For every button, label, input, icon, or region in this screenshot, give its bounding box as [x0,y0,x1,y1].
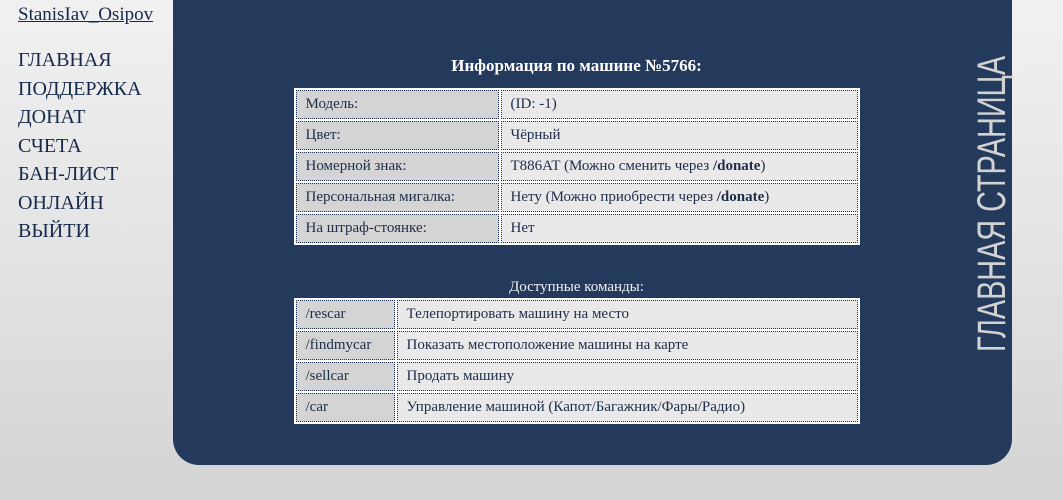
page-watermark [970,0,1012,465]
table-row [296,300,858,329]
info-label-cell: На штраф-стоянке: [296,214,499,243]
username-link[interactable]: StanisIav_Osipov [18,4,154,25]
info-value-cell: Нету (Можно приобрести через /donate) [501,183,858,212]
command-description-cell: Показать местоположение машины на карте [397,331,858,360]
table-row [296,183,858,212]
command-description-cell: Продать машину [397,362,858,391]
command-cell: /sellcar [296,362,395,391]
command-cell: /findmycar [296,331,395,360]
sidebar-item-donate[interactable]: ДОНАТ [18,106,86,128]
sidebar [0,0,173,465]
table-row [296,152,858,181]
info-value-cell: Чёрный [501,121,858,150]
watermark-text: ГЛАВНАЯ СТРАНИЦА [970,55,1014,352]
table-row [296,90,858,119]
info-label-cell: Модель: [296,90,499,119]
table-row [296,331,858,360]
command-cell: /car [296,393,395,422]
info-label-cell: Номерной знак: [296,152,499,181]
info-label-cell: Персональная мигалка: [296,183,499,212]
info-value-cell: (ID: -1) [501,90,858,119]
table-row [296,362,858,391]
sidebar-item-banlist[interactable]: БАН-ЛИСТ [18,163,119,185]
command-cell: /rescar [296,300,395,329]
table-row [296,121,858,150]
car-info-table [294,88,860,245]
sidebar-item-support[interactable]: ПОДДЕРЖКА [18,77,142,100]
sidebar-item-online[interactable]: ОНЛАЙН [18,191,104,214]
command-description-cell: Управление машиной (Капот/Багажник/Фары/Радио) [397,393,858,422]
command-description-cell: Телепортировать машину на место [397,300,858,329]
info-value-cell: Нет [501,214,858,243]
sidebar-item-home[interactable]: ГЛАВНАЯ [18,49,112,71]
info-label-cell: Цвет: [296,121,499,150]
panel-content [173,0,972,424]
table-row [296,214,858,243]
commands-heading: Доступные команды: [509,279,644,295]
sidebar-menu [18,46,173,246]
main-panel [173,0,1012,465]
sidebar-item-logout[interactable]: ВЫЙТИ [18,220,90,242]
info-value-cell: T886AT (Можно сменить через /donate) [501,152,858,181]
commands-table [294,298,860,424]
sidebar-item-accounts[interactable]: СЧЕТА [18,134,82,157]
table-row [296,393,858,422]
page-title: Информация по машине №5766: [451,56,702,75]
